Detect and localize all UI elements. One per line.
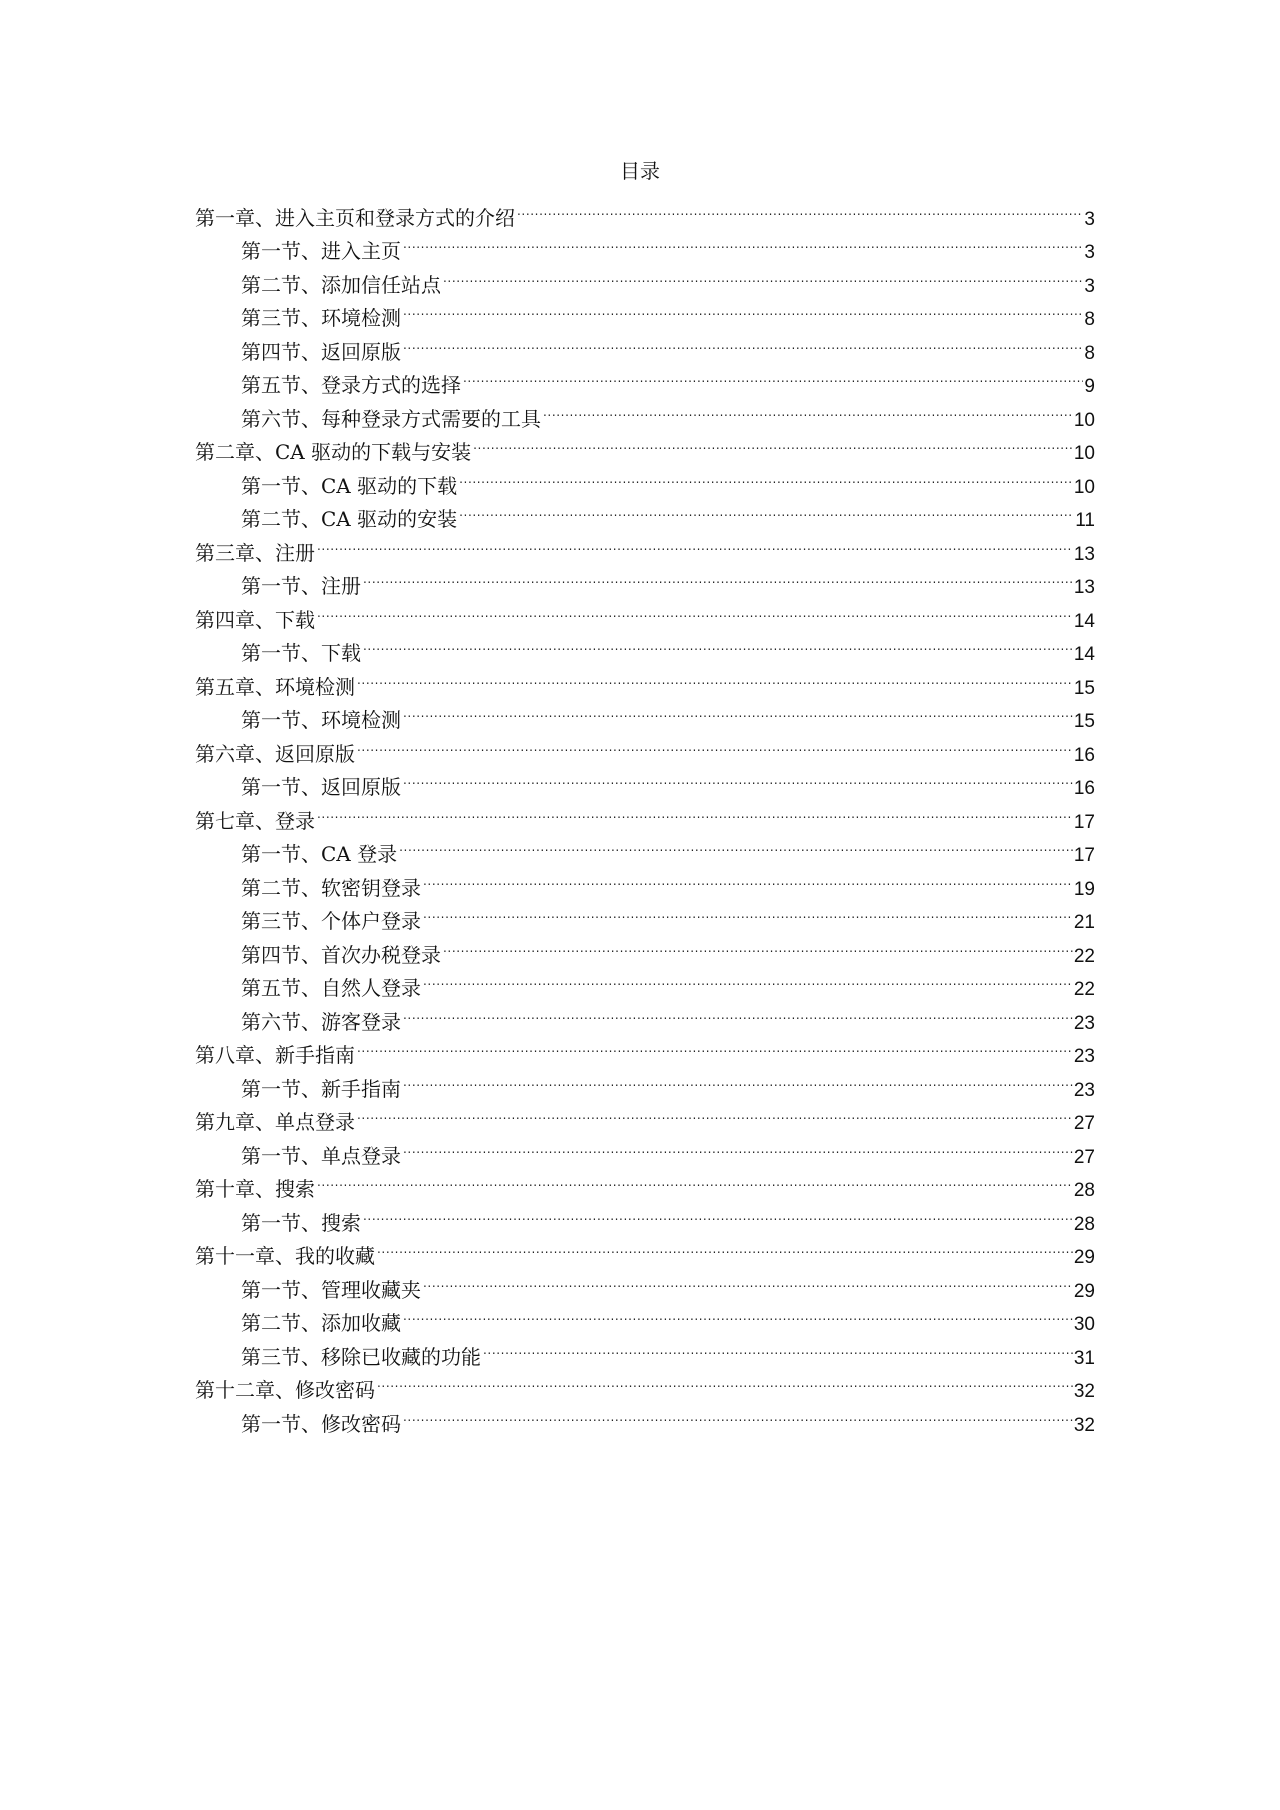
toc-entry-text: 第三节、环境检测 bbox=[241, 306, 401, 330]
toc-dot-leader bbox=[363, 560, 1073, 594]
toc-dot-leader bbox=[463, 359, 1083, 393]
toc-page-number: 29 bbox=[1073, 1280, 1095, 1302]
toc-page-number: 21 bbox=[1073, 912, 1095, 933]
toc-dot-leader bbox=[423, 895, 1073, 929]
toc-page-number: 3 bbox=[1084, 275, 1095, 297]
toc-entry-text: 第八章、新手指南 bbox=[195, 1043, 355, 1067]
toc-list bbox=[195, 191, 1095, 1436]
toc-entry-text: 第一节、进入主页 bbox=[241, 239, 401, 263]
toc-entry-text: 第一节、CA 驱动的下载 bbox=[241, 473, 458, 498]
toc-entry-text: 第十一章、我的收藏 bbox=[195, 1244, 375, 1268]
toc-page-number: 10 bbox=[1073, 443, 1095, 464]
toc-dot-leader bbox=[473, 426, 1073, 460]
toc-section-entry[interactable] bbox=[195, 627, 1095, 665]
toc-dot-leader bbox=[363, 1196, 1073, 1230]
toc-dot-leader bbox=[403, 995, 1073, 1029]
toc-page-number: 17 bbox=[1073, 811, 1095, 833]
toc-dot-leader bbox=[363, 627, 1073, 661]
toc-dot-leader bbox=[543, 392, 1073, 426]
toc-page-number: 32 bbox=[1073, 1381, 1095, 1402]
toc-page-number: 3 bbox=[1084, 208, 1095, 230]
toc-dot-leader bbox=[317, 1163, 1073, 1197]
toc-dot-leader bbox=[377, 1364, 1073, 1398]
toc-page-number: 16 bbox=[1073, 778, 1095, 799]
toc-page-number: 14 bbox=[1073, 610, 1095, 632]
toc-entry-text: 第五节、登录方式的选择 bbox=[241, 373, 461, 397]
toc-dot-leader bbox=[423, 962, 1073, 996]
toc-page-number: 31 bbox=[1073, 1347, 1095, 1369]
toc-dot-leader bbox=[403, 694, 1073, 728]
toc-title: 目录 bbox=[620, 159, 660, 183]
toc-chapter-entry[interactable] bbox=[195, 794, 1095, 833]
toc-dot-leader bbox=[423, 861, 1073, 895]
toc-entry-text: 第二章、CA 驱动的下载与安装 bbox=[195, 440, 472, 464]
toc-page-number: 19 bbox=[1073, 878, 1095, 900]
toc-section-entry[interactable] bbox=[195, 1196, 1095, 1235]
toc-entry-text: 第六节、游客登录 bbox=[241, 1009, 401, 1034]
toc-entry-text: 第十章、搜索 bbox=[195, 1177, 315, 1201]
toc-chapter-entry[interactable] bbox=[195, 526, 1095, 565]
toc-dot-leader bbox=[403, 1062, 1073, 1096]
toc-page-number: 15 bbox=[1073, 677, 1095, 699]
toc-entry-text: 第一节、修改密码 bbox=[241, 1411, 401, 1436]
toc-section-entry[interactable] bbox=[195, 828, 1095, 866]
toc-chapter-entry[interactable] bbox=[195, 1163, 1095, 1201]
toc-entry-text: 第一节、单点登录 bbox=[241, 1143, 401, 1168]
toc-dot-leader bbox=[443, 258, 1083, 292]
toc-dot-leader bbox=[423, 1263, 1073, 1297]
toc-dot-leader bbox=[403, 1297, 1073, 1331]
toc-entry-text: 第四节、首次办税登录 bbox=[241, 942, 441, 967]
toc-page-number: 3 bbox=[1084, 242, 1095, 263]
toc-entry-text: 第四节、返回原版 bbox=[241, 339, 401, 364]
toc-page-number: 23 bbox=[1073, 1012, 1095, 1034]
toc-dot-leader bbox=[317, 593, 1073, 627]
toc-entry-text: 第三章、注册 bbox=[195, 540, 315, 565]
toc-page-number: 22 bbox=[1073, 979, 1095, 1000]
toc-dot-leader bbox=[377, 1230, 1073, 1264]
toc-entry-text: 第一节、下载 bbox=[241, 641, 361, 665]
toc-page-number: 32 bbox=[1073, 1414, 1095, 1436]
toc-page-number: 30 bbox=[1073, 1314, 1095, 1335]
toc-entry-text: 第一节、注册 bbox=[241, 574, 361, 598]
toc-entry-text: 第一章、进入主页和登录方式的介绍 bbox=[195, 205, 515, 230]
toc-dot-leader bbox=[403, 1397, 1073, 1431]
toc-page-number: 17 bbox=[1073, 845, 1095, 866]
toc-page-number: 10 bbox=[1073, 476, 1095, 498]
toc-entry-text: 第三节、移除已收藏的功能 bbox=[241, 1344, 481, 1369]
toc-entry-text: 第四章、下载 bbox=[195, 607, 315, 632]
toc-entry-text: 第一节、环境检测 bbox=[241, 708, 401, 732]
toc-entry-text: 第五节、自然人登录 bbox=[241, 976, 421, 1000]
toc-entry-text: 第二节、添加收藏 bbox=[241, 1311, 401, 1335]
toc-dot-leader bbox=[403, 225, 1083, 259]
toc-dot-leader bbox=[357, 1029, 1073, 1063]
toc-dot-leader bbox=[483, 1330, 1073, 1364]
toc-entry-text: 第六节、每种登录方式需要的工具 bbox=[241, 406, 541, 431]
toc-entry-text: 第二节、添加信任站点 bbox=[241, 272, 441, 297]
toc-dot-leader bbox=[357, 1096, 1073, 1130]
toc-entry-text: 第一节、CA 登录 bbox=[241, 842, 398, 866]
toc-entry-text: 第三节、个体户登录 bbox=[241, 909, 421, 933]
toc-entry-text: 第一节、新手指南 bbox=[241, 1076, 401, 1101]
toc-entry-text: 第二节、CA 驱动的安装 bbox=[241, 507, 458, 531]
toc-dot-leader bbox=[357, 727, 1073, 761]
toc-page-number: 22 bbox=[1073, 945, 1095, 967]
toc-page-number: 9 bbox=[1084, 376, 1095, 397]
toc-entry-text: 第一节、搜索 bbox=[241, 1210, 361, 1235]
toc-chapter-entry[interactable] bbox=[195, 191, 1095, 230]
toc-entry-text: 第十二章、修改密码 bbox=[195, 1378, 375, 1402]
toc-entry-text: 第七章、登录 bbox=[195, 808, 315, 833]
toc-entry-text: 第六章、返回原版 bbox=[195, 741, 355, 766]
toc-dot-leader bbox=[403, 1129, 1073, 1163]
toc-dot-leader bbox=[403, 292, 1083, 326]
toc-dot-leader bbox=[443, 928, 1073, 962]
toc-dot-leader bbox=[317, 794, 1073, 828]
toc-entry-text: 第五章、环境检测 bbox=[195, 674, 355, 699]
toc-page-number: 13 bbox=[1073, 543, 1095, 565]
toc-page-number: 10 bbox=[1073, 409, 1095, 431]
toc-page-number: 28 bbox=[1073, 1213, 1095, 1235]
toc-entry-text: 第一节、管理收藏夹 bbox=[241, 1277, 421, 1302]
toc-page-number: 27 bbox=[1073, 1113, 1095, 1134]
toc-dot-leader bbox=[517, 191, 1083, 225]
toc-page-number: 16 bbox=[1073, 744, 1095, 766]
toc-page-number: 14 bbox=[1073, 644, 1095, 665]
toc-page-number: 15 bbox=[1073, 711, 1095, 732]
toc-entry-text: 第二节、软密钥登录 bbox=[241, 875, 421, 900]
toc-chapter-entry[interactable] bbox=[195, 593, 1095, 632]
toc-dot-leader bbox=[357, 660, 1073, 694]
toc-page-number: 23 bbox=[1073, 1046, 1095, 1067]
toc-page-number: 29 bbox=[1073, 1247, 1095, 1268]
toc-dot-leader bbox=[317, 526, 1073, 560]
toc-entry-text: 第九章、单点登录 bbox=[195, 1110, 355, 1134]
toc-dot-leader bbox=[399, 828, 1073, 862]
toc-dot-leader bbox=[403, 325, 1083, 359]
toc-page-number: 11 bbox=[1075, 510, 1095, 531]
toc-page-number: 13 bbox=[1073, 577, 1095, 598]
toc-page-number: 28 bbox=[1073, 1180, 1095, 1201]
toc-page-number: 8 bbox=[1084, 309, 1095, 330]
toc-dot-leader bbox=[459, 459, 1073, 493]
toc-dot-leader bbox=[403, 761, 1073, 795]
toc-section-entry[interactable] bbox=[195, 560, 1095, 598]
toc-page-number: 8 bbox=[1084, 342, 1095, 364]
toc-entry-text: 第一节、返回原版 bbox=[241, 775, 401, 799]
toc-page-number: 23 bbox=[1073, 1079, 1095, 1101]
toc-page-number: 27 bbox=[1073, 1146, 1095, 1168]
toc-dot-leader bbox=[459, 493, 1074, 527]
